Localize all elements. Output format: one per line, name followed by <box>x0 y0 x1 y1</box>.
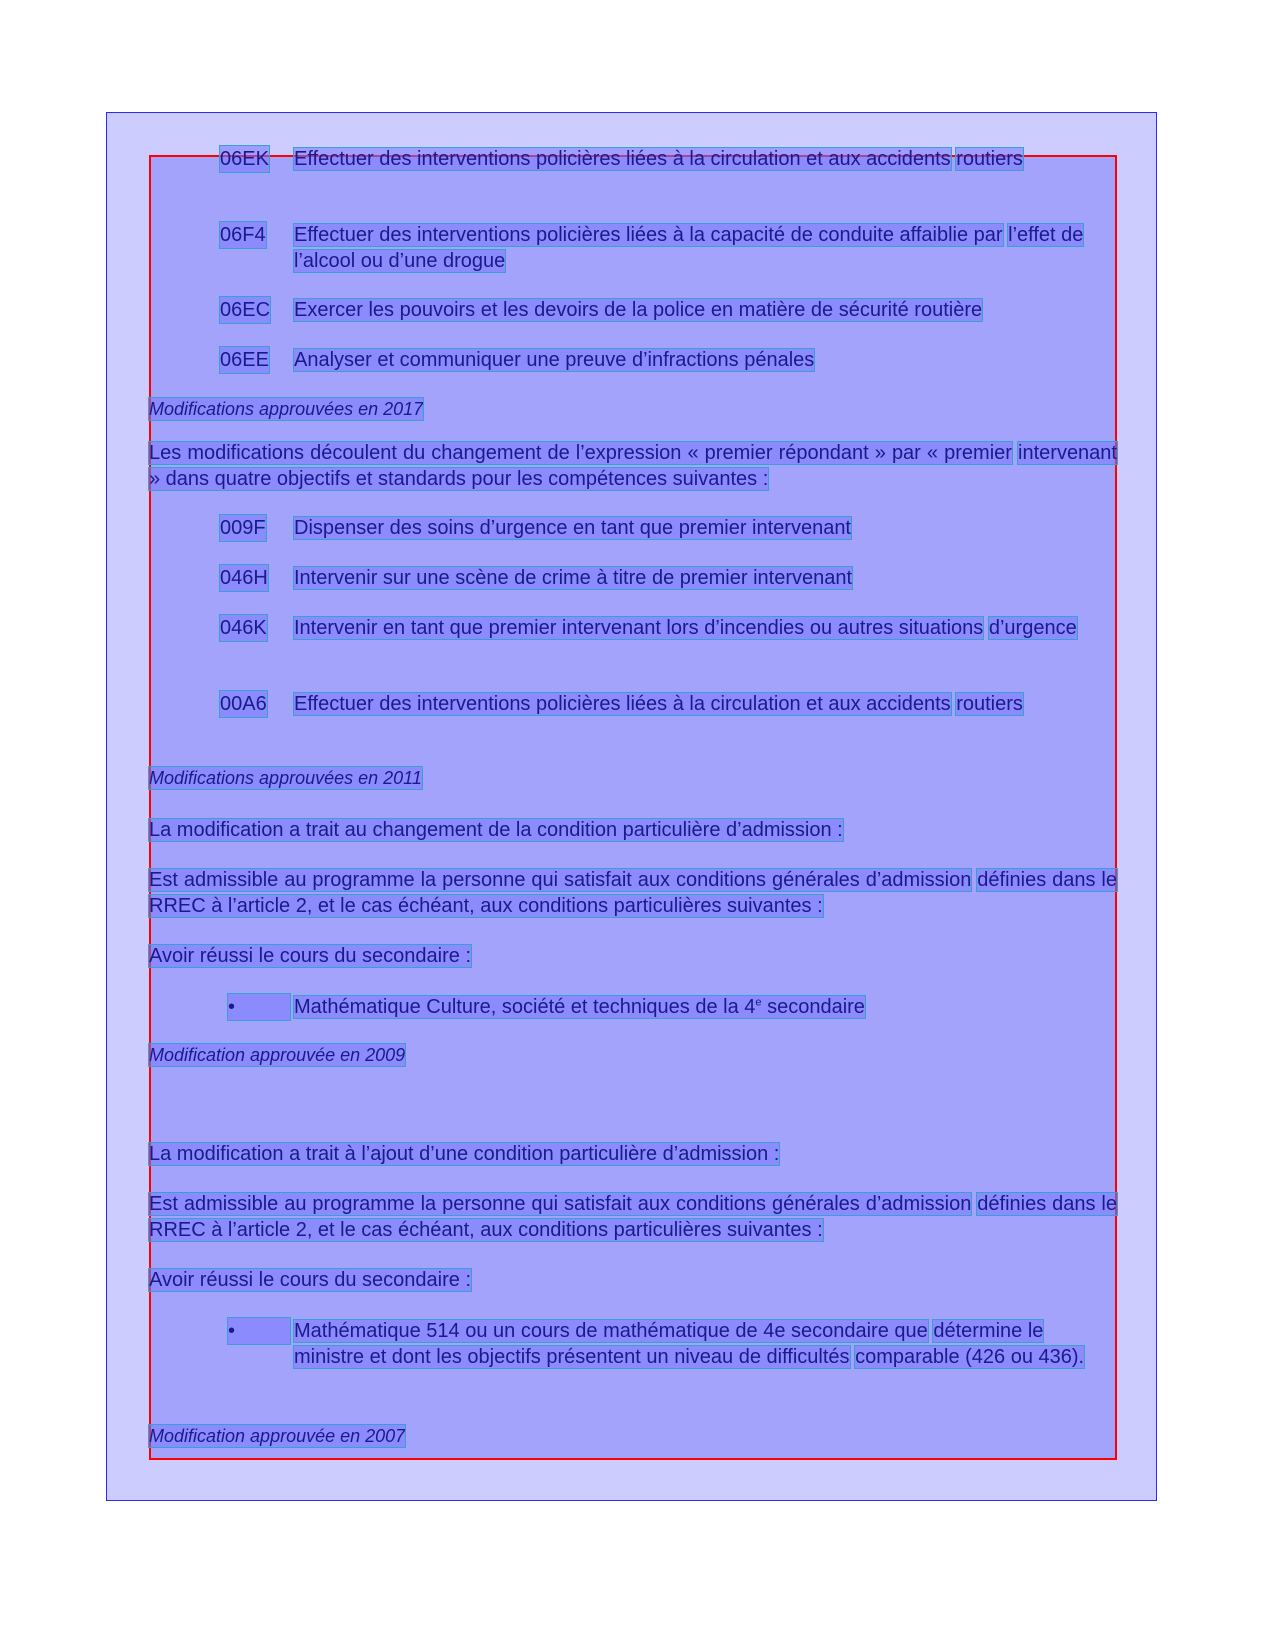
text-line: Exercer les pouvoirs et les devoirs de la police en matière de sécurité routière <box>294 299 983 321</box>
paragraph <box>149 440 1117 492</box>
bullet-text <box>294 994 1104 1020</box>
competence-text <box>294 146 1104 172</box>
text-line: comparable (426 ou 436). <box>855 1346 1085 1368</box>
text-line: définies dans le RREC à l’article 2, et le cas échéant, aux conditions particulières suivantes : <box>149 869 1117 917</box>
text-line: routiers <box>956 693 1023 715</box>
text-line: définies dans le RREC à l’article 2, et le cas échéant, aux conditions particulières suivantes : <box>149 1193 1117 1241</box>
text-line: routiers <box>956 148 1023 170</box>
paragraph <box>149 867 1117 919</box>
text-line: Est admissible au programme la personne qui satisfait aux conditions générales d’admission <box>149 1193 972 1215</box>
competence-text <box>294 222 1104 274</box>
text-line: Effectuer des interventions policières liées à la circulation et aux accidents <box>294 148 951 170</box>
text-line: Effectuer des interventions policières liées à la capacité de conduite affaiblie par <box>294 224 1003 246</box>
text-line: détermine le ministre et dont les objectifs présentent un niveau de difficultés <box>294 1320 1044 1368</box>
approval-note: Modification approuvée en 2007 <box>149 1426 406 1446</box>
text-line: Intervenir sur une scène de crime à titre de premier intervenant <box>294 567 853 589</box>
paragraph <box>149 1191 1117 1243</box>
text-line: d’urgence <box>988 617 1077 639</box>
competence-text <box>294 565 1104 591</box>
text-line: Mathématique 514 ou un cours de mathématique de 4e secondaire que <box>294 1320 928 1342</box>
bullet-text <box>294 1318 1104 1370</box>
bullet-marker: • <box>228 1318 290 1344</box>
paragraph <box>149 943 1117 969</box>
text-line: Intervenir en tant que premier intervenant lors d’incendies ou autres situations <box>294 617 984 639</box>
text-line: Analyser et communiquer une preuve d’infractions pénales <box>294 349 815 371</box>
competence-code: 06F4 <box>220 224 266 246</box>
text-line: Les modifications découlent du changement de l’expression « premier répondant » par « premier <box>149 442 1012 464</box>
competence-code: 06EE <box>220 349 269 371</box>
paragraph <box>149 1141 1117 1167</box>
competence-text <box>294 691 1104 717</box>
competence-code: 009F <box>220 517 266 539</box>
text-line: La modification a trait au changement de la condition particulière d’admission : <box>149 819 843 841</box>
text-line: Effectuer des interventions policières liées à la circulation et aux accidents <box>294 693 951 715</box>
text-line: Avoir réussi le cours du secondaire : <box>149 945 472 967</box>
competence-code: 06EK <box>220 148 269 170</box>
competence-text <box>294 615 1104 641</box>
approval-note: Modification approuvée en 2009 <box>149 1045 406 1065</box>
competence-code: 046H <box>220 567 268 589</box>
text-segment: Mathématique Culture, société et techniques de la 4 <box>294 996 756 1018</box>
competence-text <box>294 347 1104 373</box>
superscript: e <box>755 996 762 1009</box>
competence-code: 046K <box>220 617 267 639</box>
text-line: intervenant » dans quatre objectifs et standards pour les compétences suivantes : <box>149 442 1117 490</box>
competence-code: 06EC <box>220 299 271 321</box>
paragraph <box>149 817 1117 843</box>
text-line: l’effet de l’alcool ou d’une drogue <box>294 224 1084 272</box>
paragraph <box>149 1267 1117 1293</box>
approval-note: Modifications approuvées en 2017 <box>149 399 424 419</box>
text-line: Dispenser des soins d’urgence en tant que premier intervenant <box>294 517 851 539</box>
text-line <box>294 996 865 1018</box>
competence-code: 00A6 <box>220 693 267 715</box>
text-segment: secondaire <box>761 996 865 1018</box>
text-line: La modification a trait à l’ajout d’une condition particulière d’admission : <box>149 1143 780 1165</box>
text-line: Est admissible au programme la personne qui satisfait aux conditions générales d’admission <box>149 869 972 891</box>
text-line: Avoir réussi le cours du secondaire : <box>149 1269 472 1291</box>
competence-text <box>294 297 1104 323</box>
competence-text <box>294 515 1104 541</box>
bullet-marker: • <box>228 994 290 1020</box>
approval-note: Modifications approuvées en 2011 <box>149 768 422 788</box>
